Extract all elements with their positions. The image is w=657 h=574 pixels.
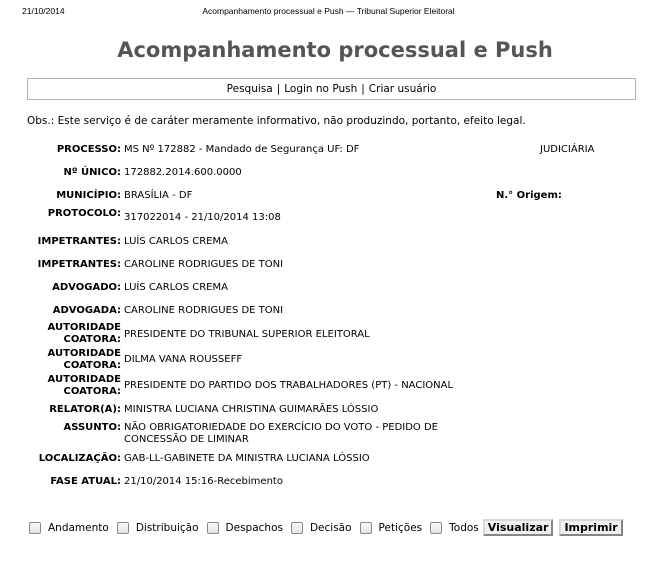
andamento-checkbox[interactable] — [29, 522, 41, 534]
relator-value: MINISTRA LUCIANA CHRISTINA GUIMARÃES LÓSSIO — [124, 404, 379, 415]
autoridade-label-line1: AUTORIDADE — [47, 322, 121, 333]
autoridade-value: PRESIDENTE DO PARTIDO DOS TRABALHADORES (PT) - NACIONAL — [124, 380, 454, 391]
localizacao-value: GAB-LL-GABINETE DA MINISTRA LUCIANA LÓSSIO — [124, 453, 370, 464]
autoridade-label-line1: AUTORIDADE — [47, 348, 121, 359]
impetrante-value: CAROLINE RODRIGUES DE TONI — [124, 259, 284, 270]
autoridade-label-line2: COATORA: — [63, 360, 121, 371]
municipio-label: MUNICÍPIO: — [56, 190, 121, 201]
imprimir-button[interactable]: Imprimir — [559, 519, 622, 536]
nav-separator: | — [361, 83, 365, 95]
protocolo-label: PROTOCOLO: — [47, 208, 121, 219]
impetrante-value: LUÍS CARLOS CREMA — [124, 236, 228, 247]
autoridade-label-line2: COATORA: — [63, 334, 121, 345]
visualizar-button[interactable]: Visualizar — [483, 519, 554, 536]
criar-usuario-link[interactable]: Criar usuário — [368, 83, 437, 95]
advogada-value: CAROLINE RODRIGUES DE TONI — [124, 305, 284, 316]
peticoes-label: Petições — [378, 521, 423, 534]
processo-label: PROCESSO: — [56, 144, 121, 155]
impetrante-label: IMPETRANTES: — [37, 259, 121, 270]
filter-bar — [29, 519, 629, 536]
print-date: 21/10/2014 — [22, 6, 65, 16]
decisao-label: Decisão — [309, 521, 352, 534]
distribuicao-checkbox[interactable] — [117, 522, 129, 534]
decisao-checkbox[interactable] — [291, 522, 303, 534]
relator-label: RELATOR(A): — [49, 404, 121, 415]
autoridade-value: PRESIDENTE DO TRIBUNAL SUPERIOR ELEITORAL — [124, 329, 370, 340]
impetrante-label: IMPETRANTES: — [37, 236, 121, 247]
assunto-value: NÃO OBRIGATORIEDADE DO EXERCÍCIO DO VOTO - PEDIDO DE CONCESSÃO DE LIMINAR — [124, 422, 438, 445]
autoridade-label-line1: AUTORIDADE — [47, 374, 121, 385]
autoridade-value: DILMA VANA ROUSSEFF — [124, 354, 243, 365]
localizacao-label: LOCALIZAÇÃO: — [38, 453, 121, 464]
distribuicao-label: Distribuição — [135, 521, 199, 534]
numero-unico-value: 172882.2014.600.0000 — [124, 167, 242, 178]
fase-atual-value: 21/10/2014 15:16-Recebimento — [124, 476, 283, 487]
page-title: Acompanhamento processual e Push — [117, 38, 553, 62]
municipio-value: BRASÍLIA - DF — [124, 190, 193, 201]
assunto-label: ASSUNTO: — [63, 422, 121, 433]
fase-atual-label: FASE ATUAL: — [50, 476, 121, 487]
nav-bar — [27, 78, 636, 100]
todos-label: Todos — [449, 521, 479, 534]
despachos-checkbox[interactable] — [207, 522, 219, 534]
despachos-label: Despachos — [225, 521, 283, 534]
todos-checkbox[interactable] — [430, 522, 442, 534]
print-header-title: Acompanhamento processual e Push — Tribunal Superior Eleitoral — [202, 6, 455, 16]
pesquisa-link[interactable]: Pesquisa — [226, 83, 273, 95]
nav-separator: | — [276, 83, 281, 95]
advogado-label: ADVOGADO: — [52, 282, 121, 293]
numero-unico-label: Nº ÚNICO: — [63, 167, 121, 178]
disclaimer-text: Obs.: Este serviço é de caráter meramente informativo, não produzindo, portanto, efeito legal. — [27, 115, 526, 127]
protocolo-value: 317022014 - 21/10/2014 13:08 — [124, 212, 281, 223]
autoridade-label-line2: COATORA: — [63, 386, 121, 397]
advogado-value: LUÍS CARLOS CREMA — [124, 282, 228, 293]
category-value: JUDICIÁRIA — [540, 144, 595, 155]
login-push-link[interactable]: Login no Push — [284, 83, 358, 95]
processo-value: MS Nº 172882 - Mandado de Segurança UF: DF — [124, 144, 360, 155]
andamento-label: Andamento — [48, 521, 109, 534]
origem-label: N.° Origem: — [496, 190, 562, 201]
peticoes-checkbox[interactable] — [360, 522, 372, 534]
advogada-label: ADVOGADA: — [52, 305, 121, 316]
